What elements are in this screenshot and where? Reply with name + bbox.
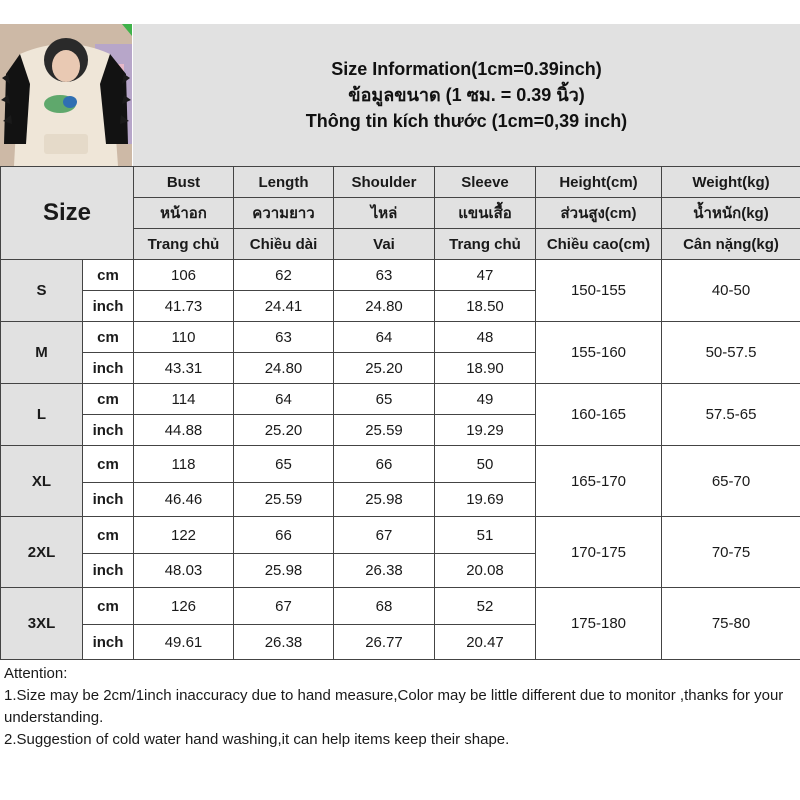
- length-value-inch: 25.59: [234, 483, 334, 517]
- shoulder-value-cm: 65: [334, 384, 435, 415]
- header-bust-vi: Trang chủ: [134, 229, 234, 260]
- header-length-th: ความยาว: [234, 198, 334, 229]
- shoulder-value-cm: 64: [334, 322, 435, 353]
- size-label: S: [1, 260, 83, 322]
- height-range: 175-180: [536, 588, 662, 660]
- height-range: 170-175: [536, 517, 662, 588]
- sleeve-value-inch: 19.29: [435, 415, 536, 446]
- header-shoulder-en: Shoulder: [334, 167, 435, 198]
- shoulder-value-inch: 24.80: [334, 291, 435, 322]
- sleeve-value-inch: 18.90: [435, 353, 536, 384]
- weight-range: 50-57.5: [662, 322, 800, 384]
- title-vietnamese: Thông tin kích thước (1cm=0,39 inch): [305, 111, 628, 131]
- bust-value-inch: 44.88: [134, 415, 234, 446]
- size-label: 2XL: [1, 517, 83, 588]
- shoulder-value-inch: 25.59: [334, 415, 435, 446]
- sleeve-value-inch: 20.08: [435, 554, 536, 588]
- height-range: 155-160: [536, 322, 662, 384]
- header-length-vi: Chiều dài: [234, 229, 334, 260]
- shoulder-value-inch: 25.98: [334, 483, 435, 517]
- title-box: [133, 24, 800, 166]
- sleeve-value-cm: 48: [435, 322, 536, 353]
- header-weight-en: Weight(kg): [662, 167, 800, 198]
- title-english: Size Information(1cm=0.39inch): [331, 59, 602, 79]
- header-sleeve-vi: Trang chủ: [435, 229, 536, 260]
- unit-label-inch: inch: [83, 483, 134, 517]
- header-bust-en: Bust: [134, 167, 234, 198]
- bust-value-cm: 126: [134, 588, 234, 625]
- weight-range: 70-75: [662, 517, 800, 588]
- weight-range: 75-80: [662, 588, 800, 660]
- header-height-th: ส่วนสูง(cm): [536, 198, 662, 229]
- header-weight-th: น้ำหนัก(kg): [662, 198, 800, 229]
- attention-note-1: 1.Size may be 2cm/1inch inaccuracy due to hand measure,Color may be little different due to monitor ,thanks for your understanding.: [4, 687, 784, 726]
- unit-label-cm: cm: [83, 446, 134, 483]
- sleeve-value-cm: 52: [435, 588, 536, 625]
- shoulder-value-cm: 67: [334, 517, 435, 554]
- shoulder-value-cm: 68: [334, 588, 435, 625]
- length-value-cm: 63: [234, 322, 334, 353]
- title-thai: ข้อมูลขนาด (1 ซม. = 0.39 นิ้ว): [348, 85, 585, 105]
- unit-label-inch: inch: [83, 415, 134, 446]
- header: [0, 0, 800, 166]
- unit-label-inch: inch: [83, 554, 134, 588]
- bust-value-inch: 41.73: [134, 291, 234, 322]
- length-value-cm: 62: [234, 260, 334, 291]
- sleeve-value-cm: 51: [435, 517, 536, 554]
- size-label: XL: [1, 446, 83, 517]
- unit-label-cm: cm: [83, 384, 134, 415]
- length-value-inch: 26.38: [234, 625, 334, 660]
- length-value-cm: 66: [234, 517, 334, 554]
- sleeve-value-inch: 18.50: [435, 291, 536, 322]
- unit-label-inch: inch: [83, 625, 134, 660]
- length-value-cm: 64: [234, 384, 334, 415]
- bust-value-cm: 122: [134, 517, 234, 554]
- size-table: [0, 166, 800, 660]
- header-weight-vi: Cân nặng(kg): [662, 229, 800, 260]
- weight-range: 57.5-65: [662, 384, 800, 446]
- size-column-title: Size: [1, 167, 134, 260]
- bust-value-inch: 43.31: [134, 353, 234, 384]
- size-row-cm: [1, 260, 800, 291]
- header-sleeve-en: Sleeve: [435, 167, 536, 198]
- height-range: 160-165: [536, 384, 662, 446]
- size-row-cm: [1, 384, 800, 415]
- shoulder-value-inch: 25.20: [334, 353, 435, 384]
- size-row-cm: [1, 517, 800, 554]
- size-label: M: [1, 322, 83, 384]
- height-range: 150-155: [536, 260, 662, 322]
- shoulder-value-inch: 26.77: [334, 625, 435, 660]
- bust-value-inch: 46.46: [134, 483, 234, 517]
- unit-label-inch: inch: [83, 291, 134, 322]
- size-row-cm: [1, 446, 800, 483]
- hoodie-image: [0, 24, 132, 166]
- bust-value-inch: 49.61: [134, 625, 234, 660]
- unit-label-inch: inch: [83, 353, 134, 384]
- sleeve-value-cm: 50: [435, 446, 536, 483]
- length-value-inch: 24.80: [234, 353, 334, 384]
- bust-value-cm: 118: [134, 446, 234, 483]
- bust-value-inch: 48.03: [134, 554, 234, 588]
- unit-label-cm: cm: [83, 260, 134, 291]
- attention-heading: Attention:: [4, 665, 68, 682]
- height-range: 165-170: [536, 446, 662, 517]
- unit-label-cm: cm: [83, 517, 134, 554]
- header-shoulder-vi: Vai: [334, 229, 435, 260]
- shoulder-value-cm: 66: [334, 446, 435, 483]
- length-value-cm: 67: [234, 588, 334, 625]
- size-label: L: [1, 384, 83, 446]
- weight-range: 40-50: [662, 260, 800, 322]
- product-photo: [0, 24, 132, 166]
- shoulder-value-inch: 26.38: [334, 554, 435, 588]
- size-label: 3XL: [1, 588, 83, 660]
- bust-value-cm: 106: [134, 260, 234, 291]
- header-bust-th: หน้าอก: [134, 198, 234, 229]
- size-row-cm: [1, 322, 800, 353]
- sleeve-value-cm: 47: [435, 260, 536, 291]
- shoulder-value-cm: 63: [334, 260, 435, 291]
- bust-value-cm: 114: [134, 384, 234, 415]
- length-value-cm: 65: [234, 446, 334, 483]
- header-height-en: Height(cm): [536, 167, 662, 198]
- attention-note-2: 2.Suggestion of cold water hand washing,it can help items keep their shape.: [4, 731, 510, 748]
- sleeve-value-inch: 19.69: [435, 483, 536, 517]
- header-shoulder-th: ไหล่: [334, 198, 435, 229]
- length-value-inch: 25.20: [234, 415, 334, 446]
- bust-value-cm: 110: [134, 322, 234, 353]
- sleeve-value-inch: 20.47: [435, 625, 536, 660]
- header-sleeve-th: แขนเสื้อ: [435, 198, 536, 229]
- weight-range: 65-70: [662, 446, 800, 517]
- attention-notes: [0, 663, 798, 751]
- header-length-en: Length: [234, 167, 334, 198]
- unit-label-cm: cm: [83, 322, 134, 353]
- length-value-inch: 24.41: [234, 291, 334, 322]
- unit-label-cm: cm: [83, 588, 134, 625]
- header-height-vi: Chiều cao(cm): [536, 229, 662, 260]
- sleeve-value-cm: 49: [435, 384, 536, 415]
- size-row-cm: [1, 588, 800, 625]
- length-value-inch: 25.98: [234, 554, 334, 588]
